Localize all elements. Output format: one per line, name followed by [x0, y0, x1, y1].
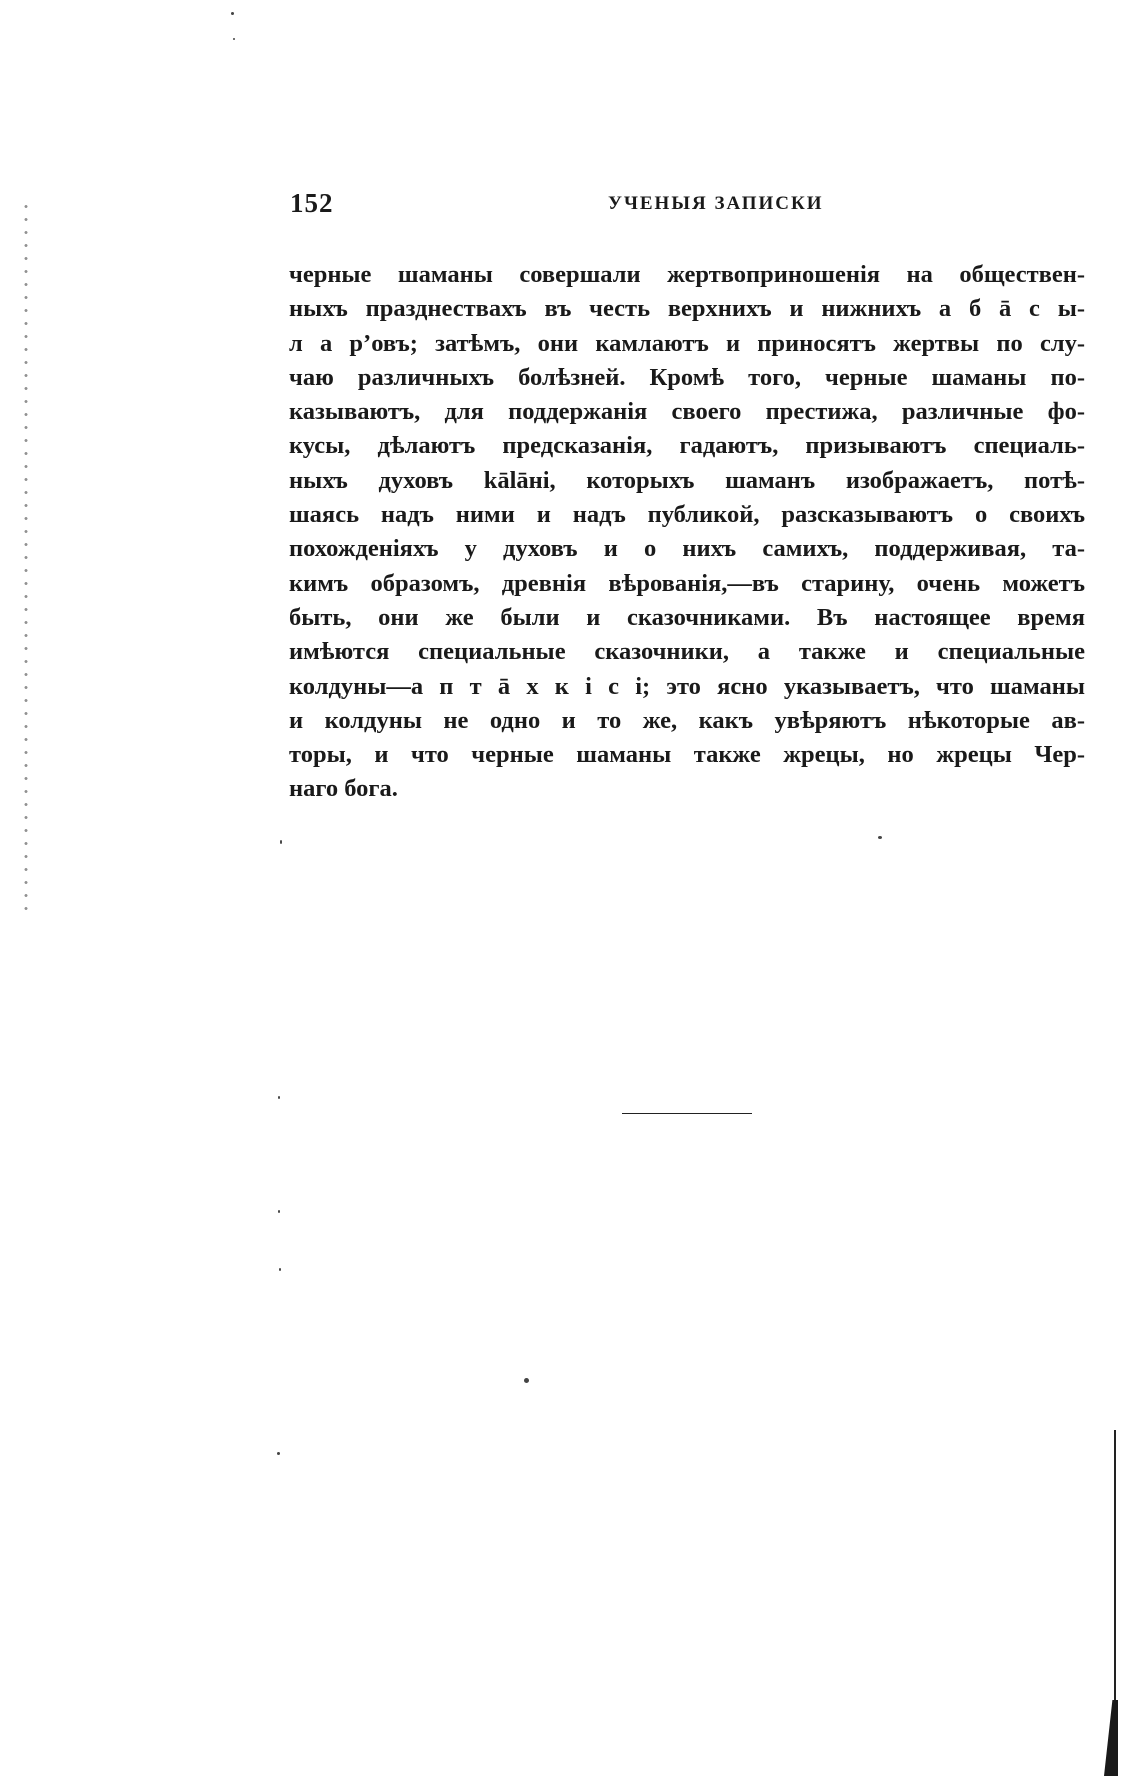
scan-edge-shadow — [1104, 1700, 1118, 1776]
scan-speck — [231, 12, 234, 15]
text-line: колдуны—а п т ā х к і с і; это ясно указываетъ, что шаманы — [289, 672, 1085, 700]
text-line: наго бога. — [289, 775, 398, 803]
scan-speck — [279, 1268, 281, 1271]
text-line: и колдуны не одно и то же, какъ увѣряютъ нѣкоторые ав- — [289, 706, 1085, 734]
page-header — [290, 188, 1084, 224]
scan-speck — [233, 38, 235, 40]
section-separator — [622, 1113, 752, 1114]
scan-edge-dots — [22, 200, 30, 920]
text-line: л а р’овъ; затѣмъ, они камлаютъ и приносятъ жертвы по слу- — [289, 329, 1085, 357]
text-line: чаю различныхъ болѣзней. Кромѣ того, черные шаманы по- — [289, 363, 1085, 391]
scan-speck — [278, 1210, 280, 1213]
running-title: УЧЕНЫЯ ЗАПИСКИ — [608, 193, 824, 214]
scan-speck — [280, 840, 282, 844]
text-line: шаясь надъ ними и надъ публикой, разсказываютъ о своихъ — [289, 501, 1085, 529]
body-paragraph — [289, 258, 1085, 807]
text-line: ныхъ празднествахъ въ честь верхнихъ и нижнихъ а б ā с ы- — [289, 295, 1085, 323]
text-line: казываютъ, для поддержанія своего престижа, различные фо- — [289, 398, 1085, 426]
scan-speck — [878, 836, 882, 839]
text-line: имѣются специальные сказочники, а также и специальные — [289, 638, 1085, 666]
page-number: 152 — [290, 188, 334, 218]
scan-speck — [277, 1452, 280, 1455]
scan-speck — [524, 1378, 529, 1383]
text-line: кимъ образомъ, древнія вѣрованія,—въ старину, очень можетъ — [289, 569, 1085, 597]
text-line: похожденіяхъ у духовъ и о нихъ самихъ, поддерживая, та- — [289, 535, 1085, 563]
text-line: черные шаманы совершали жертвоприношенія на обществен- — [289, 261, 1085, 288]
scan-speck — [278, 1096, 280, 1099]
text-line: быть, они же были и сказочниками. Въ настоящее время — [289, 603, 1085, 631]
text-line: ныхъ духовъ kālāнi, которыхъ шаманъ изображаетъ, потѣ- — [289, 466, 1085, 494]
text-line: торы, и что черные шаманы также жрецы, но жрецы Чер- — [289, 741, 1085, 769]
text-line: кусы, дѣлаютъ предсказанія, гадаютъ, призываютъ специаль- — [289, 432, 1085, 460]
